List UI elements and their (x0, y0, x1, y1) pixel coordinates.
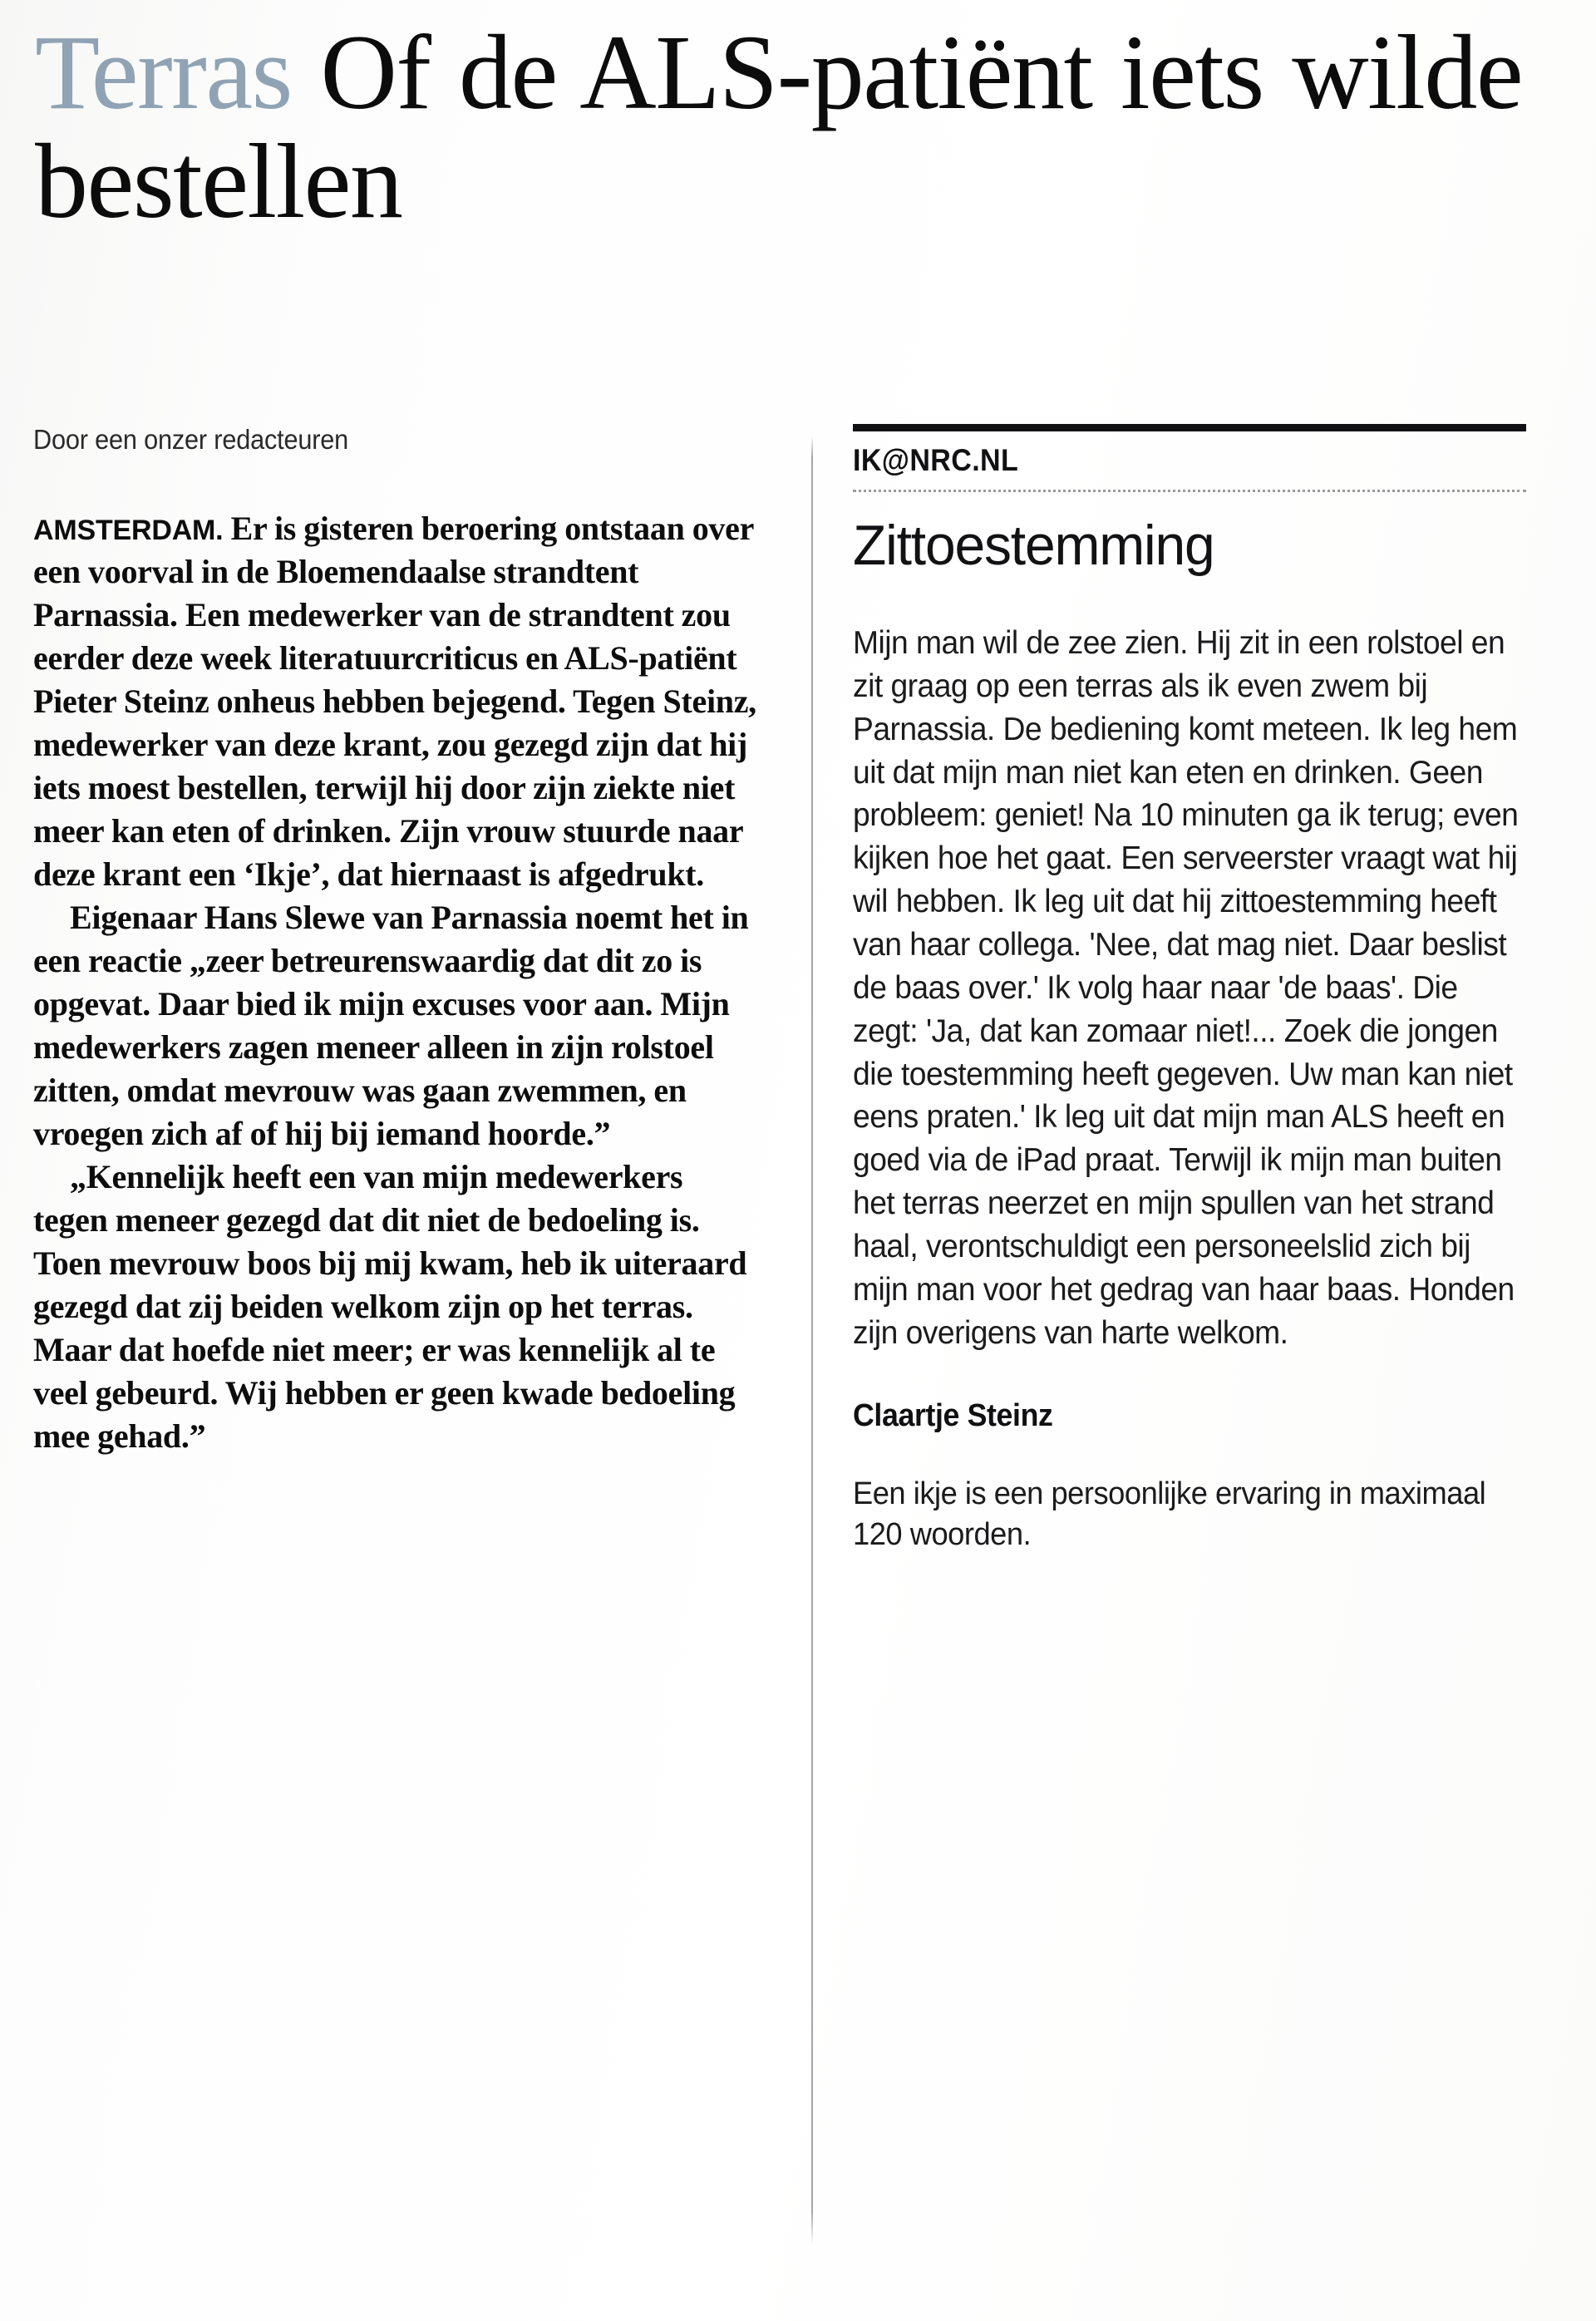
article-paragraph: „Kennelijk heeft een van mijn medewerkers tegen meneer gezegd dat dit niet de bedoeling is. Toen mevrouw boos bij mij kwam, heb ik uiteraard gezegd dat zij beiden welkom zijn op het terras. Maar dat hoefde niet meer; er was kennelijk al te veel gebeurd. Wij hebben er geen kwade bedoeling mee gehad.” (33, 1158, 747, 1455)
headline-kicker: Terras (35, 13, 292, 131)
ikje-sidebar-column (853, 424, 1526, 1555)
article-columns (23, 424, 1573, 2286)
article-byline: Door een onzer redacteuren (33, 424, 349, 455)
sidebar-top-rule (853, 424, 1526, 431)
headline-block (23, 0, 1573, 240)
article-body (33, 507, 763, 1458)
article-paragraph (33, 507, 763, 896)
headline-main: Of de ALS-patiënt iets wilde bestellen (35, 13, 1523, 240)
column-divider (811, 436, 813, 2245)
main-article-column (23, 424, 771, 1458)
sidebar-dotted-rule (853, 490, 1526, 492)
sidebar-title: Zittoestemming (853, 514, 1214, 577)
sidebar-body: Mijn man wil de zee zien. Hij zit in een rolstoel en zit graag op een terras als ik even zwem bij Parnassia. De bediening komt meteen. Ik leg hem uit dat mijn man niet kan eten en drinken. Geen probleem: geniet! Na 10 minuten ga ik terug; even kijken hoe het gaat. Een serveerster vraagt wat hij wil hebben. Ik leg uit dat hij zittoestemming heeft van haar collega. 'Nee, dat mag niet. Daar beslist de baas over.' Ik volg haar naar 'de baas'. Die zegt: 'Ja, dat kan zomaar niet!... Zoek die jongen die toestemming heeft gegeven. Uw man kan niet eens praten.' Ik leg uit dat mijn man ALS heeft en goed via de iPad praat. Terwijl ik mijn man buiten het terras neerzet en mijn spullen van het strand haal, verontschuldigt een personeelslid zich bij mijn man voor het gedrag van haar baas. Honden zijn overigens van harte welkom. (853, 625, 1519, 1351)
article-paragraph: Eigenaar Hans Slewe van Parnassia noemt het in een reactie „zeer betreurenswaardig dat dit zo is opgevat. Daar bied ik mijn excuses voor aan. Mijn medewerkers zagen meneer alleen in zijn rolstoel zitten, omdat mevrouw was gaan zwemmen, en vroegen zich af of hij bij iemand hoorde.” (33, 899, 749, 1152)
article-dateline: AMSTERDAM. (33, 515, 224, 546)
sidebar-kicker: IK@NRC.NL (853, 443, 1019, 477)
article-paragraph-text: Er is gisteren beroering ontstaan over een voorval in de Bloemendaalse strandtent Parnassia. Een medewerker van de strandtent zou eerder deze week literatuurcriticus en ALS-patiënt Pieter Steinz onheus hebben bejegend. Tegen Steinz, medewerker van deze krant, zou gezegd zijn dat hij iets moest bestellen, terwijl hij door zijn ziekte niet meer kan eten of drinken. Zijn vrouw stuurde naar deze krant een ‘Ikje’, dat hiernaast is afgedrukt. (33, 510, 756, 893)
page-title (35, 13, 1539, 240)
sidebar-signature: Claartje Steinz (853, 1397, 1053, 1433)
sidebar-footnote: Een ikje is een persoonlijke ervaring in maximaal 120 woorden. (853, 1476, 1486, 1552)
